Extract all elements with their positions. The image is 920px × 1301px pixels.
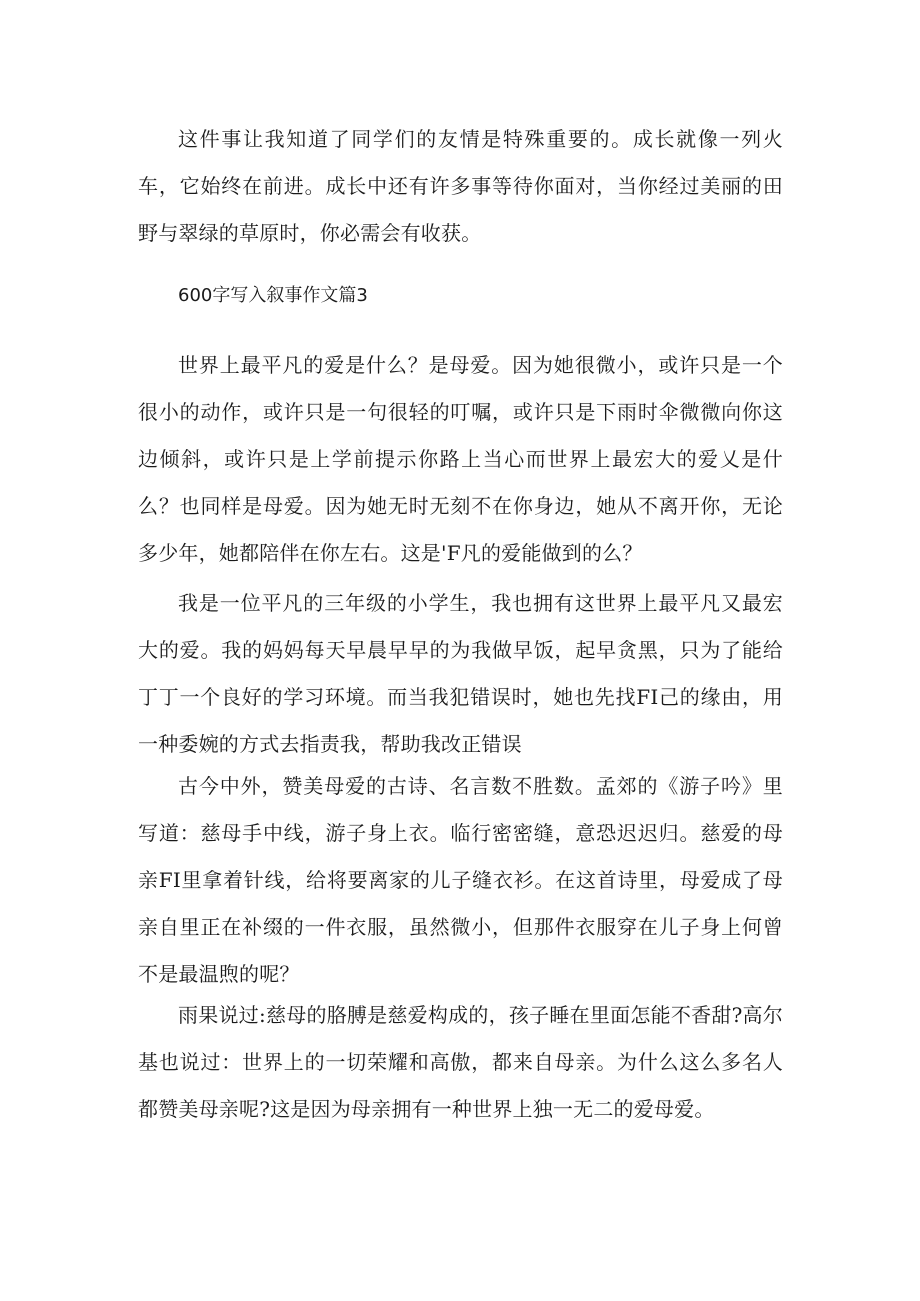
section-heading: 600字写入叙事作文篇3 <box>178 285 368 306</box>
paragraph-ordinary-love: 世界上最平凡的爱是什么？是母爱。因为她很微小，或许只是一个很小的动作，或许只是一句很轻的叮嘱，或许只是下雨时伞微微向你这边倾斜，或许只是上学前提示你路上当心而世界上最宏大的爱乂是什么？也同样是母爱。因为她无时无刻不在你身边，她从不离开你，无论多少年，她都陪伴在你左右。这是'F凡的爱能做到的么？ <box>138 353 783 565</box>
paragraph-poem: 古今中外，赞美母爱的古诗、名言数不胜数。孟郊的《游子吟》里写道：慈母手中线，游子身上衣。临行密密缝，意恐迟迟归。慈爱的母亲FI里拿着针线，给将要离家的儿子缝衣衫。在这首诗里，母爱成了母亲自里正在补缀的一件衣服，虽然微小，但那件衣服穿在儿子身上何曾不是最温煦的呢？ <box>138 774 783 986</box>
paragraph-friendship: 这件事让我知道了同学们的友情是特殊重要的。成长就像一列火车，它始终在前进。成长中还有许多事等待你面对，当你经过美丽的田野与翠绿的草原时，你必需会有收获。 <box>138 127 783 245</box>
paragraph-quotes: 雨果说过:慈母的胳膊是慈爱构成的，孩子睡在里面怎能不香甜?高尔基也说过：世界上的一切荣耀和高傲，都来自母亲。为什么这么多名人都赞美母亲呢?这是因为母亲拥有一种世界上独一无二的爱母爱。 <box>138 1003 783 1121</box>
paragraph-student-mother: 我是一位平凡的三年级的小学生，我也拥有这世界上最平凡又最宏大的爱。我的妈妈每天早晨早早的为我做早饭，起早贪黑，只为了能给丁丁一个良好的学习环境。而当我犯错误时，她也先找FI己的缘由，用一种委婉的方式去指责我，帮助我改正错误 <box>138 591 783 756</box>
